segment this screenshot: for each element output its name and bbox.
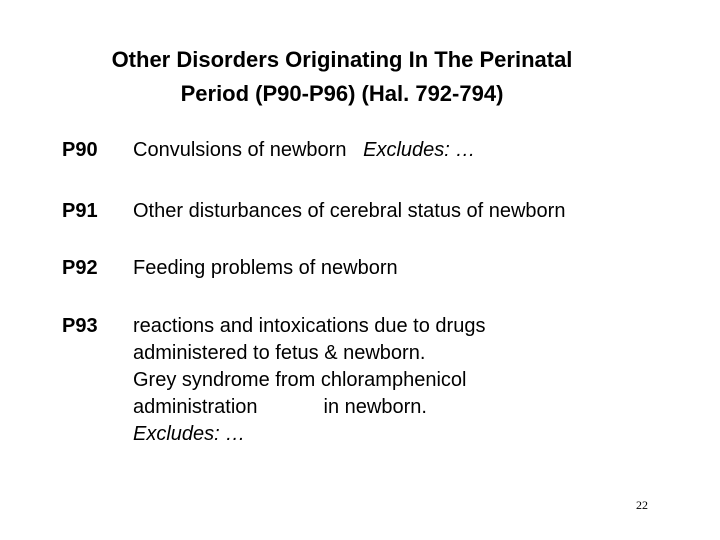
code-description <box>133 313 485 448</box>
excludes-note: Excludes: … <box>363 139 476 161</box>
slide-title <box>0 43 684 111</box>
description-line-4-end: in newborn. <box>323 396 427 418</box>
code-label: P90 <box>62 139 98 161</box>
code-description: Feeding problems of newborn <box>133 257 398 279</box>
code-label: P92 <box>62 257 98 279</box>
slide-title-line-2: Period (P90-P96) (Hal. 792-794) <box>180 81 504 106</box>
description-line-2: administered to fetus & newborn. <box>133 342 426 364</box>
excludes-note: Excludes: … <box>133 423 246 445</box>
code-label: P93 <box>62 315 98 337</box>
description-line-3: Grey syndrome from chloramphenicol <box>133 369 467 391</box>
slide-title-line-1: Other Disorders Originating In The Perinatal <box>111 47 573 72</box>
code-description: Other disturbances of cerebral status of newborn <box>133 200 566 222</box>
code-description <box>133 137 475 164</box>
description-text: Convulsions of newborn <box>133 139 347 161</box>
description-line-1: reactions and intoxications due to drugs <box>133 315 486 337</box>
code-label: P91 <box>62 200 98 222</box>
description-line-4 <box>133 394 485 421</box>
page-number: 22 <box>636 498 648 512</box>
description-line-4-start: administration <box>133 396 258 418</box>
